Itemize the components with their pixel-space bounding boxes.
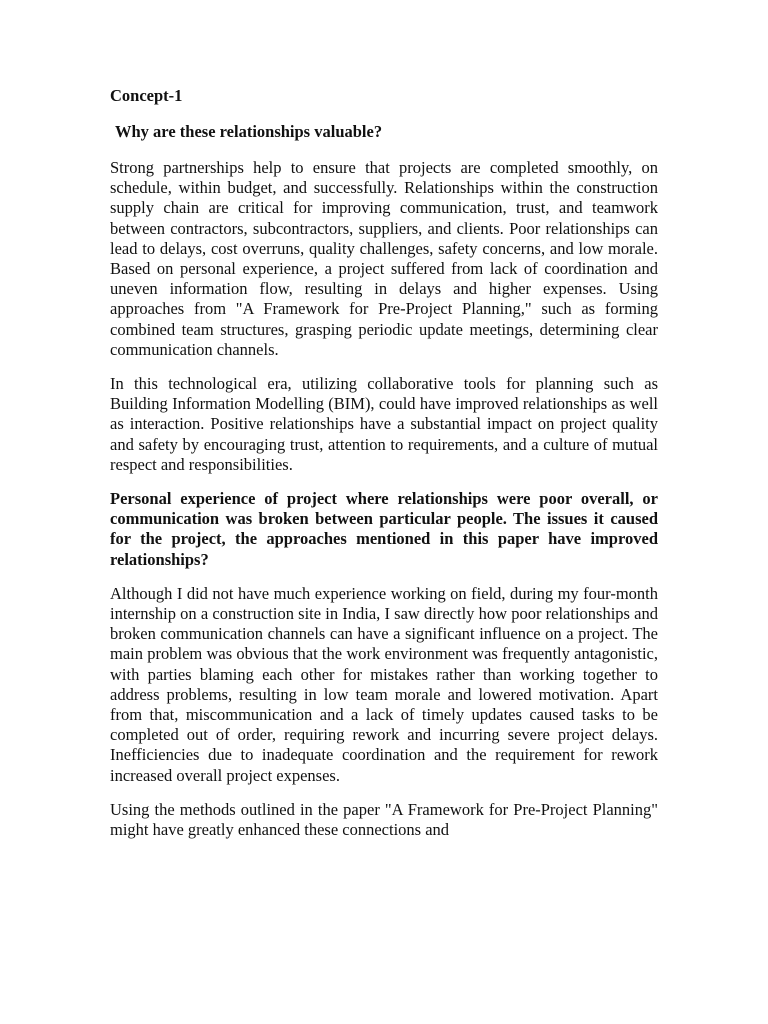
section-question: Why are these relationships valuable?: [115, 122, 383, 141]
paragraph-internship-experience: Although I did not have much experience working on field, during my four-month internship on a construction site in India, I saw directly how poor relationships and broken communication channels can have a significant influence on a project. The main problem was obvious that the work environment was frequently antagonistic, with parties blaming each other for mistakes rather than working together to address problems, resulting in low team morale and lowered motivation. Apart from that, miscommunication and a lack of timely updates caused tasks to be completed out of order, requiring rework and incurring severe project delays. Inefficiencies due to inadequate coordination and the requirement for rework increased overall project expenses.: [110, 583, 658, 785]
paragraph-framework-methods: Using the methods outlined in the paper "A Framework for Pre-Project Planning" might have greatly enhanced these connections and: [110, 799, 658, 840]
paragraph-technology-bim: In this technological era, utilizing collaborative tools for planning such as Building Information Modelling (BIM), could have improved relationships as well as interaction. Positive relationships have a substantial impact on project quality and safety by encouraging trust, attention to requirements, and a culture of mutual respect and responsibilities.: [110, 374, 658, 474]
paragraph-relationships-value: Strong partnerships help to ensure that projects are completed smoothly, on schedule, within budget, and successfully. Relationships within the construction supply chain are critical for improving communication, trust, and teamwork between contractors, subcontractors, suppliers, and clients. Poor relationships can lead to delays, cost overruns, quality challenges, safety concerns, and low morale. Based on personal experience, a project suffered from lack of coordination and uneven information flow, resulting in delays and higher expenses. Using approaches from "A Framework for Pre-Project Planning," such as forming combined team structures, grasping periodic update meetings, determining clear communication channels.: [110, 158, 658, 359]
paragraph-personal-experience-question: Personal experience of project where relationships were poor overall, or communication was broken between particular people. The issues it caused for the project, the approaches mentioned in this paper have improved relationships?: [110, 489, 658, 569]
document-title: Concept-1: [110, 86, 183, 105]
